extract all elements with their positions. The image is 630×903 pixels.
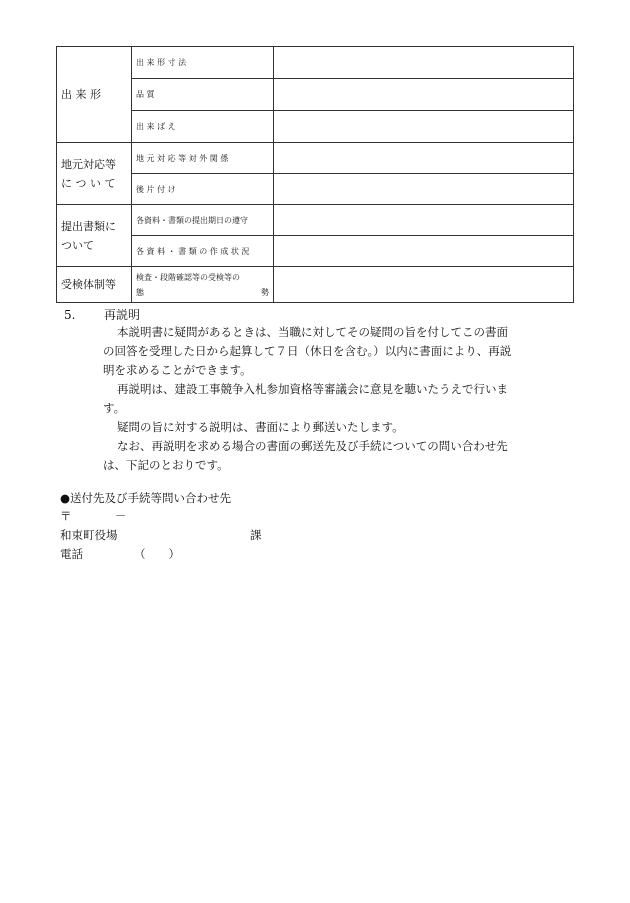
category-label: 出 来 形 — [61, 88, 101, 101]
paragraph-line: 疑問の旨に対する説明は、書面により郵送いたします。 — [117, 420, 404, 434]
paragraph-line: す。 — [103, 401, 126, 415]
table-row — [57, 143, 574, 174]
phone-line — [60, 545, 190, 564]
paragraph-line: は、下記のとおりです。 — [103, 458, 229, 472]
department-suffix: 課 — [250, 528, 262, 542]
category-label: 受検体制等 — [61, 278, 116, 291]
item-label: 出 来 形 寸 法 — [136, 58, 187, 67]
score-cell — [274, 79, 574, 111]
score-cell — [274, 111, 574, 143]
paragraph-line: 再説明は、建設工事競争入札参加資格等審議会に意見を聴いたうえで行いま — [117, 382, 508, 396]
paragraph-line: なお、再説明を求める場合の書面の郵送先及び手続についての問い合わせ先 — [117, 439, 508, 453]
item-label-part: 勢 — [261, 287, 269, 297]
office-line — [60, 526, 280, 545]
paragraph-line: 明を求めることができます。 — [103, 363, 252, 377]
item-cell — [132, 79, 274, 111]
phone-paren: （ ） — [134, 547, 180, 561]
item-cell — [132, 205, 274, 236]
category-cell-documents — [57, 205, 132, 267]
category-cell-local — [57, 143, 132, 205]
score-cell — [274, 47, 574, 79]
item-label: 品 質 — [136, 90, 155, 99]
item-label: 各資料・書類の提出期日の遵守 — [136, 215, 248, 225]
table-row — [57, 47, 574, 79]
category-label-line2: ついて — [61, 238, 94, 252]
item-cell — [132, 267, 274, 303]
table-row — [57, 205, 574, 236]
table-row — [57, 111, 574, 143]
category-label-line1: 提出書類に — [61, 219, 116, 233]
table-row — [57, 267, 574, 303]
table-row — [57, 236, 574, 267]
score-cell — [274, 267, 574, 303]
item-label-part: 態 — [136, 287, 144, 297]
category-label-line2: に つ い て — [61, 176, 116, 190]
item-cell — [132, 174, 274, 205]
office-name: 和束町役場 — [60, 528, 118, 542]
score-cell — [274, 236, 574, 267]
item-cell — [132, 47, 274, 79]
postal-line — [60, 507, 140, 526]
item-cell — [132, 111, 274, 143]
item-label: 各 資 料 ・ 書 類 の 作 成 状 況 — [136, 246, 250, 256]
score-cell — [274, 143, 574, 174]
item-label: 出 来 ば え — [136, 122, 176, 131]
table-row — [57, 79, 574, 111]
score-cell — [274, 174, 574, 205]
item-cell — [132, 236, 274, 267]
item-label-line1: 検査・段階確認等の受検等の — [136, 272, 240, 282]
paragraph-line: 本説明書に疑問があるときは、当職に対してその疑問の旨を付してこの書面 — [117, 325, 508, 339]
postal-mark: 〒 — [60, 509, 72, 523]
table-row — [57, 174, 574, 205]
item-label-line2 — [136, 285, 269, 300]
contact-heading: ●送付先及び手続等問い合わせ先 — [60, 491, 232, 505]
item-label: 地 元 対 応 等 対 外 関 係 — [136, 153, 229, 163]
item-cell — [132, 143, 274, 174]
section-heading — [64, 306, 140, 323]
evaluation-table — [56, 46, 574, 303]
section-title: 再説明 — [104, 308, 141, 322]
item-label: 後 片 付 け — [136, 184, 176, 194]
paragraph-line: の回答を受理した日から起算して７日（休日を含む。）以内に書面により、再説 — [103, 344, 512, 358]
category-cell-inspection — [57, 267, 132, 303]
postal-dash: － — [115, 509, 127, 523]
section-number: 5. — [64, 308, 76, 322]
phone-label: 電話 — [60, 547, 83, 561]
score-cell — [274, 205, 574, 236]
category-cell-dekigata — [57, 47, 132, 143]
category-label-line1: 地元対応等 — [61, 157, 116, 171]
